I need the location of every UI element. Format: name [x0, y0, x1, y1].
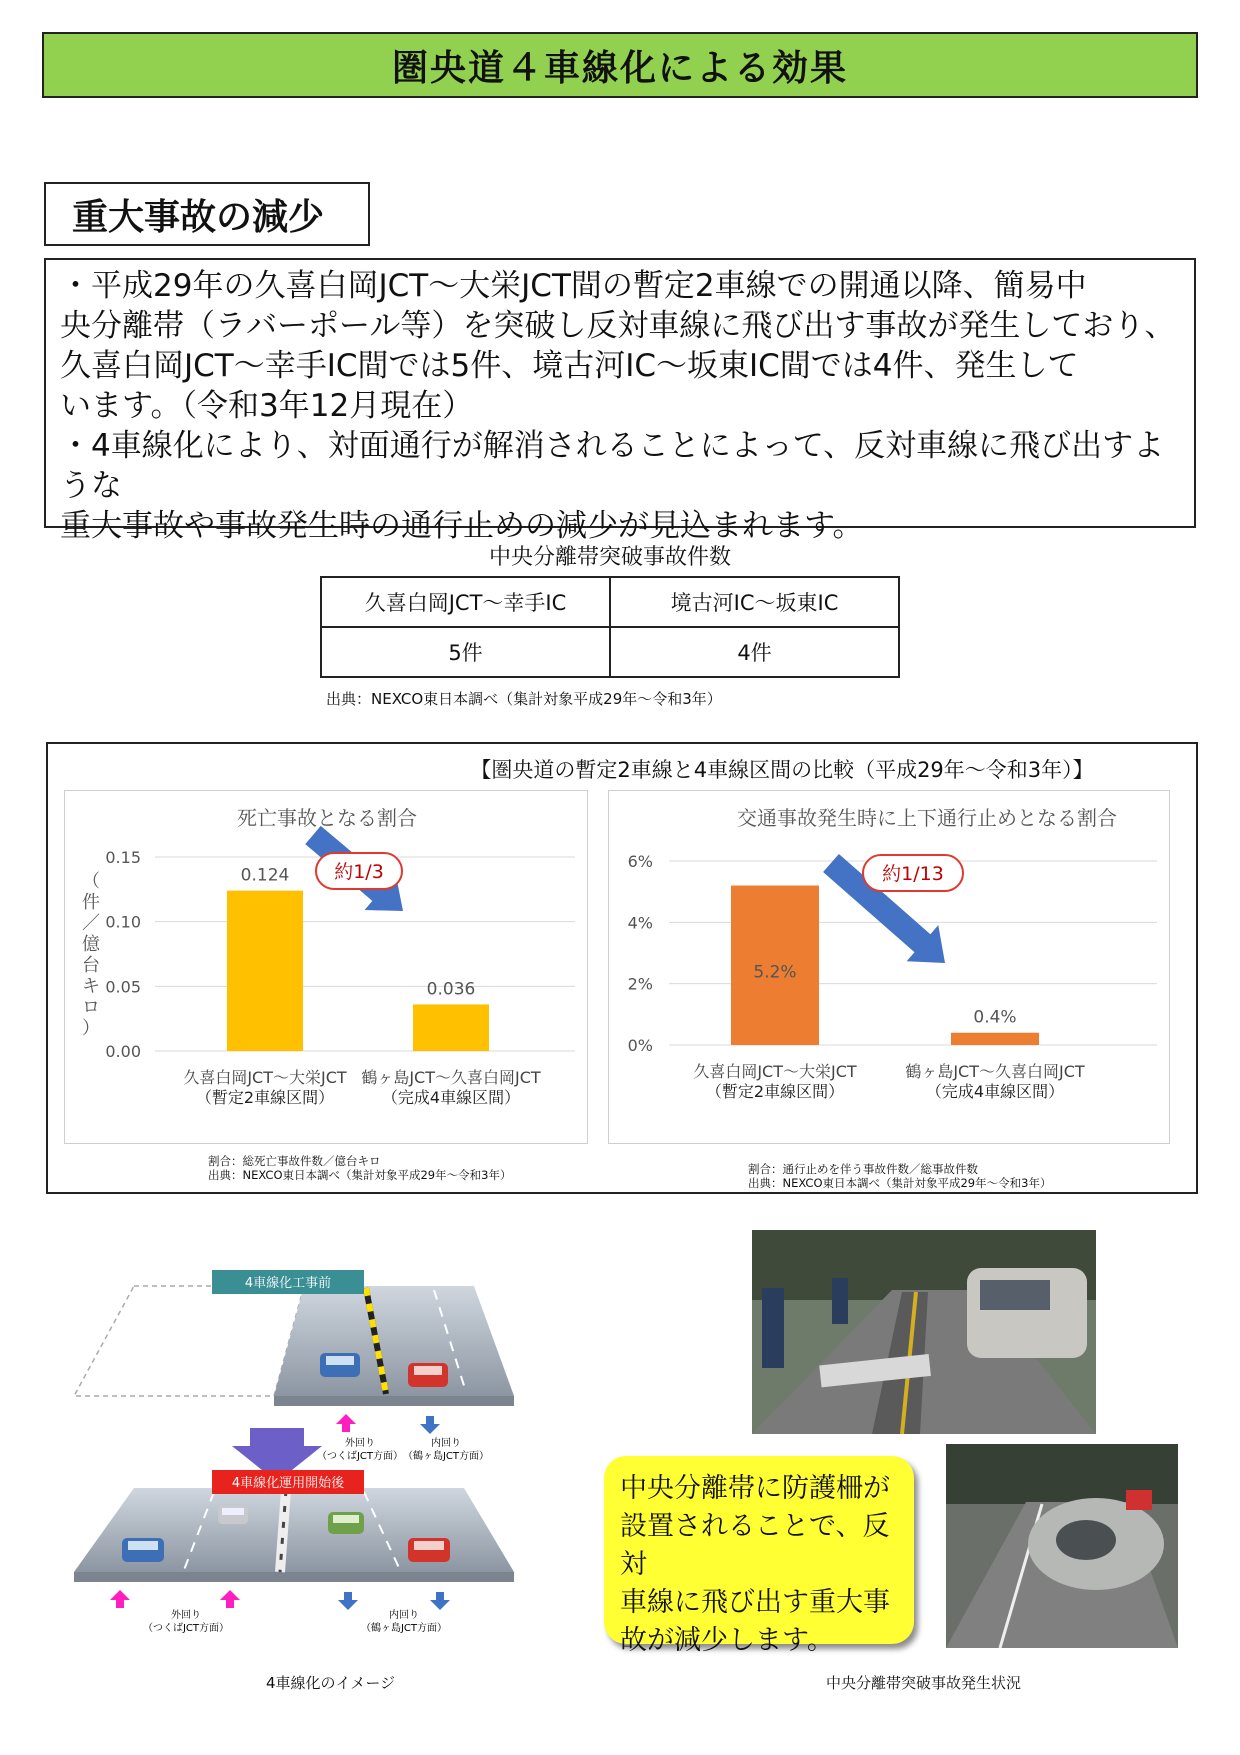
y-tick-label: 0%: [627, 1036, 653, 1055]
chart-note: 割合：総死亡事故件数／億台キロ: [208, 1154, 381, 1168]
car-icon: [408, 1363, 448, 1387]
body-line: 央分離帯（ラバーポール等）を突破し反対車線に飛び出す事故が発生しており、: [60, 308, 1176, 344]
body-line: ・平成29年の久喜白岡JCT～大栄JCT間の暫定2車線での開通以降、簡易中: [60, 268, 1087, 304]
y-tick-label: 2%: [627, 974, 653, 994]
outer-dir: （つくばJCT方面）: [316, 1451, 404, 1462]
comparison-frame: [46, 742, 1198, 1194]
car-icon: [122, 1538, 164, 1562]
bar: [951, 1033, 1039, 1045]
callout-line: 車線に飛び出す重大事: [620, 1587, 890, 1618]
photos-caption: 中央分離帯突破事故発生状況: [826, 1674, 1022, 1692]
inner-dir: （鶴ヶ島JCT方面）: [402, 1451, 490, 1462]
reduction-callout-text: 約1/3: [334, 861, 384, 883]
chart-note: 割合：通行止めを伴う事故件数／総事故件数: [748, 1162, 978, 1176]
body-text-box: [44, 258, 1196, 544]
table-source: 出典：NEXCO東日本調べ（集計対象平成29年～令和3年）: [326, 690, 722, 708]
outer-label: 外回り: [171, 1610, 201, 1621]
y-axis-label-char: 億: [82, 934, 100, 955]
comparison-title: 【圏央道の暫定2車線と4車線区間の比較（平成29年～令和3年）】: [470, 758, 1094, 782]
chart-note: 出典：NEXCO東日本調べ（集計対象平成29年～令和3年）: [748, 1176, 1052, 1190]
data-label: 0.036: [426, 979, 476, 1000]
table-header-cell: 境古河IC～坂東IC: [610, 577, 899, 627]
x-tick-label: 鶴ヶ島JCT～久喜白岡JCT: [905, 1062, 1085, 1081]
body-line: います。（令和3年12月現在）: [60, 388, 474, 424]
inner-label: 内回り: [389, 1610, 419, 1621]
y-tick-label: 0.05: [105, 977, 141, 997]
bar: [413, 1004, 489, 1051]
outer-dir: （つくばJCT方面）: [142, 1623, 230, 1634]
body-line: 重大事故や事故発生時の通行止めの減少が見込まれます。: [60, 508, 864, 544]
table-header-cell: 久喜白岡JCT～幸手IC: [321, 577, 610, 627]
down-arrow-icon: [420, 1416, 440, 1434]
closure-chart: [609, 791, 1171, 1145]
table-row: [321, 627, 899, 677]
body-line: ・4車線化により、対面通行が解消されることによって、反対車線に飛び出すような: [60, 428, 1165, 504]
inner-dir: （鶴ヶ島JCT方面）: [360, 1623, 448, 1634]
callout-line: 中央分離帯に防護柵が: [620, 1473, 890, 1504]
y-tick-label: 0.10: [105, 912, 141, 932]
up-arrow-icon: [220, 1590, 240, 1608]
accident-photo-2: [946, 1444, 1178, 1648]
y-axis-label-char: 台: [82, 955, 100, 976]
planned-lanes-outline: [74, 1286, 304, 1396]
y-axis-label-char: ／: [82, 913, 100, 934]
up-arrow-icon: [336, 1414, 356, 1432]
table-cell: 5件: [321, 627, 610, 677]
chart-title: 死亡事故となる割合: [237, 806, 417, 830]
car-icon: [320, 1353, 360, 1377]
x-tick-sublabel: （完成4車線区間）: [381, 1088, 521, 1107]
callout-box: [604, 1456, 914, 1656]
before-label: 4車線化工事前: [244, 1276, 332, 1291]
y-axis-label-char: キ: [82, 976, 100, 997]
chart-note: 出典：NEXCO東日本調べ（集計対象平成29年～令和3年）: [208, 1168, 512, 1182]
car-icon: [218, 1506, 248, 1524]
road-before: [274, 1286, 514, 1396]
data-label: 0.124: [240, 865, 290, 886]
bar: [227, 891, 303, 1051]
chart-notes-closure: [748, 1162, 1051, 1190]
callout-line: 故が減少します。: [620, 1625, 834, 1656]
y-axis-label-char: ロ: [82, 997, 100, 1018]
x-tick-sublabel: （完成4車線区間）: [925, 1082, 1065, 1101]
chart-panel-closure: [608, 790, 1170, 1144]
four-lane-diagram: [74, 1256, 564, 1636]
y-tick-label: 0.00: [105, 1042, 141, 1061]
y-tick-label: 6%: [627, 852, 653, 871]
banner-title: 圏央道４車線化による効果: [391, 47, 848, 89]
x-tick-label: 鶴ヶ島JCT～久喜白岡JCT: [361, 1068, 541, 1087]
y-axis-label-char: （: [82, 871, 100, 892]
x-tick-label: 久喜白岡JCT～大栄JCT: [693, 1062, 857, 1081]
accident-table-title: 中央分離帯突破事故件数: [488, 545, 731, 570]
x-tick-label: 久喜白岡JCT～大栄JCT: [183, 1068, 347, 1087]
section-title: 重大事故の減少: [44, 182, 370, 246]
chart-panel-fatality: [64, 790, 588, 1144]
data-label: 0.4%: [973, 1007, 1017, 1028]
diagram-caption: 4車線化のイメージ: [266, 1674, 396, 1692]
table-cell: 4件: [610, 627, 899, 677]
accident-table: [320, 576, 900, 678]
y-axis-label-char: 件: [82, 892, 100, 913]
inner-label: 内回り: [431, 1438, 461, 1449]
reduction-callout-text: 約1/13: [882, 863, 944, 885]
down-arrow-icon: [338, 1592, 358, 1610]
page-banner: [42, 32, 1198, 98]
car-icon: [408, 1538, 450, 1562]
y-tick-label: 4%: [627, 913, 653, 933]
table-row: [321, 577, 899, 627]
after-label: 4車線化運用開始後: [231, 1476, 345, 1491]
down-arrow-icon: [430, 1592, 450, 1610]
callout-line: 設置されることで、反対: [620, 1511, 890, 1580]
chart-notes-fatality: [208, 1154, 511, 1182]
y-axis-label-char: ）: [82, 1018, 100, 1039]
chart-title: 交通事故発生時に上下通行止めとなる割合: [737, 806, 1117, 830]
x-tick-sublabel: （暫定2車線区間）: [705, 1082, 845, 1101]
up-arrow-icon: [110, 1590, 130, 1608]
data-label: 5.2%: [753, 962, 797, 983]
car-icon: [328, 1512, 364, 1534]
body-line: 久喜白岡JCT～幸手IC間では5件、境古河IC～坂東IC間では4件、発生して: [60, 348, 1079, 384]
y-tick-label: 0.15: [105, 848, 141, 867]
fatality-chart: [65, 791, 589, 1145]
outer-label: 外回り: [345, 1438, 375, 1449]
accident-photo-1: [752, 1230, 1096, 1434]
x-tick-sublabel: （暫定2車線区間）: [195, 1088, 335, 1107]
